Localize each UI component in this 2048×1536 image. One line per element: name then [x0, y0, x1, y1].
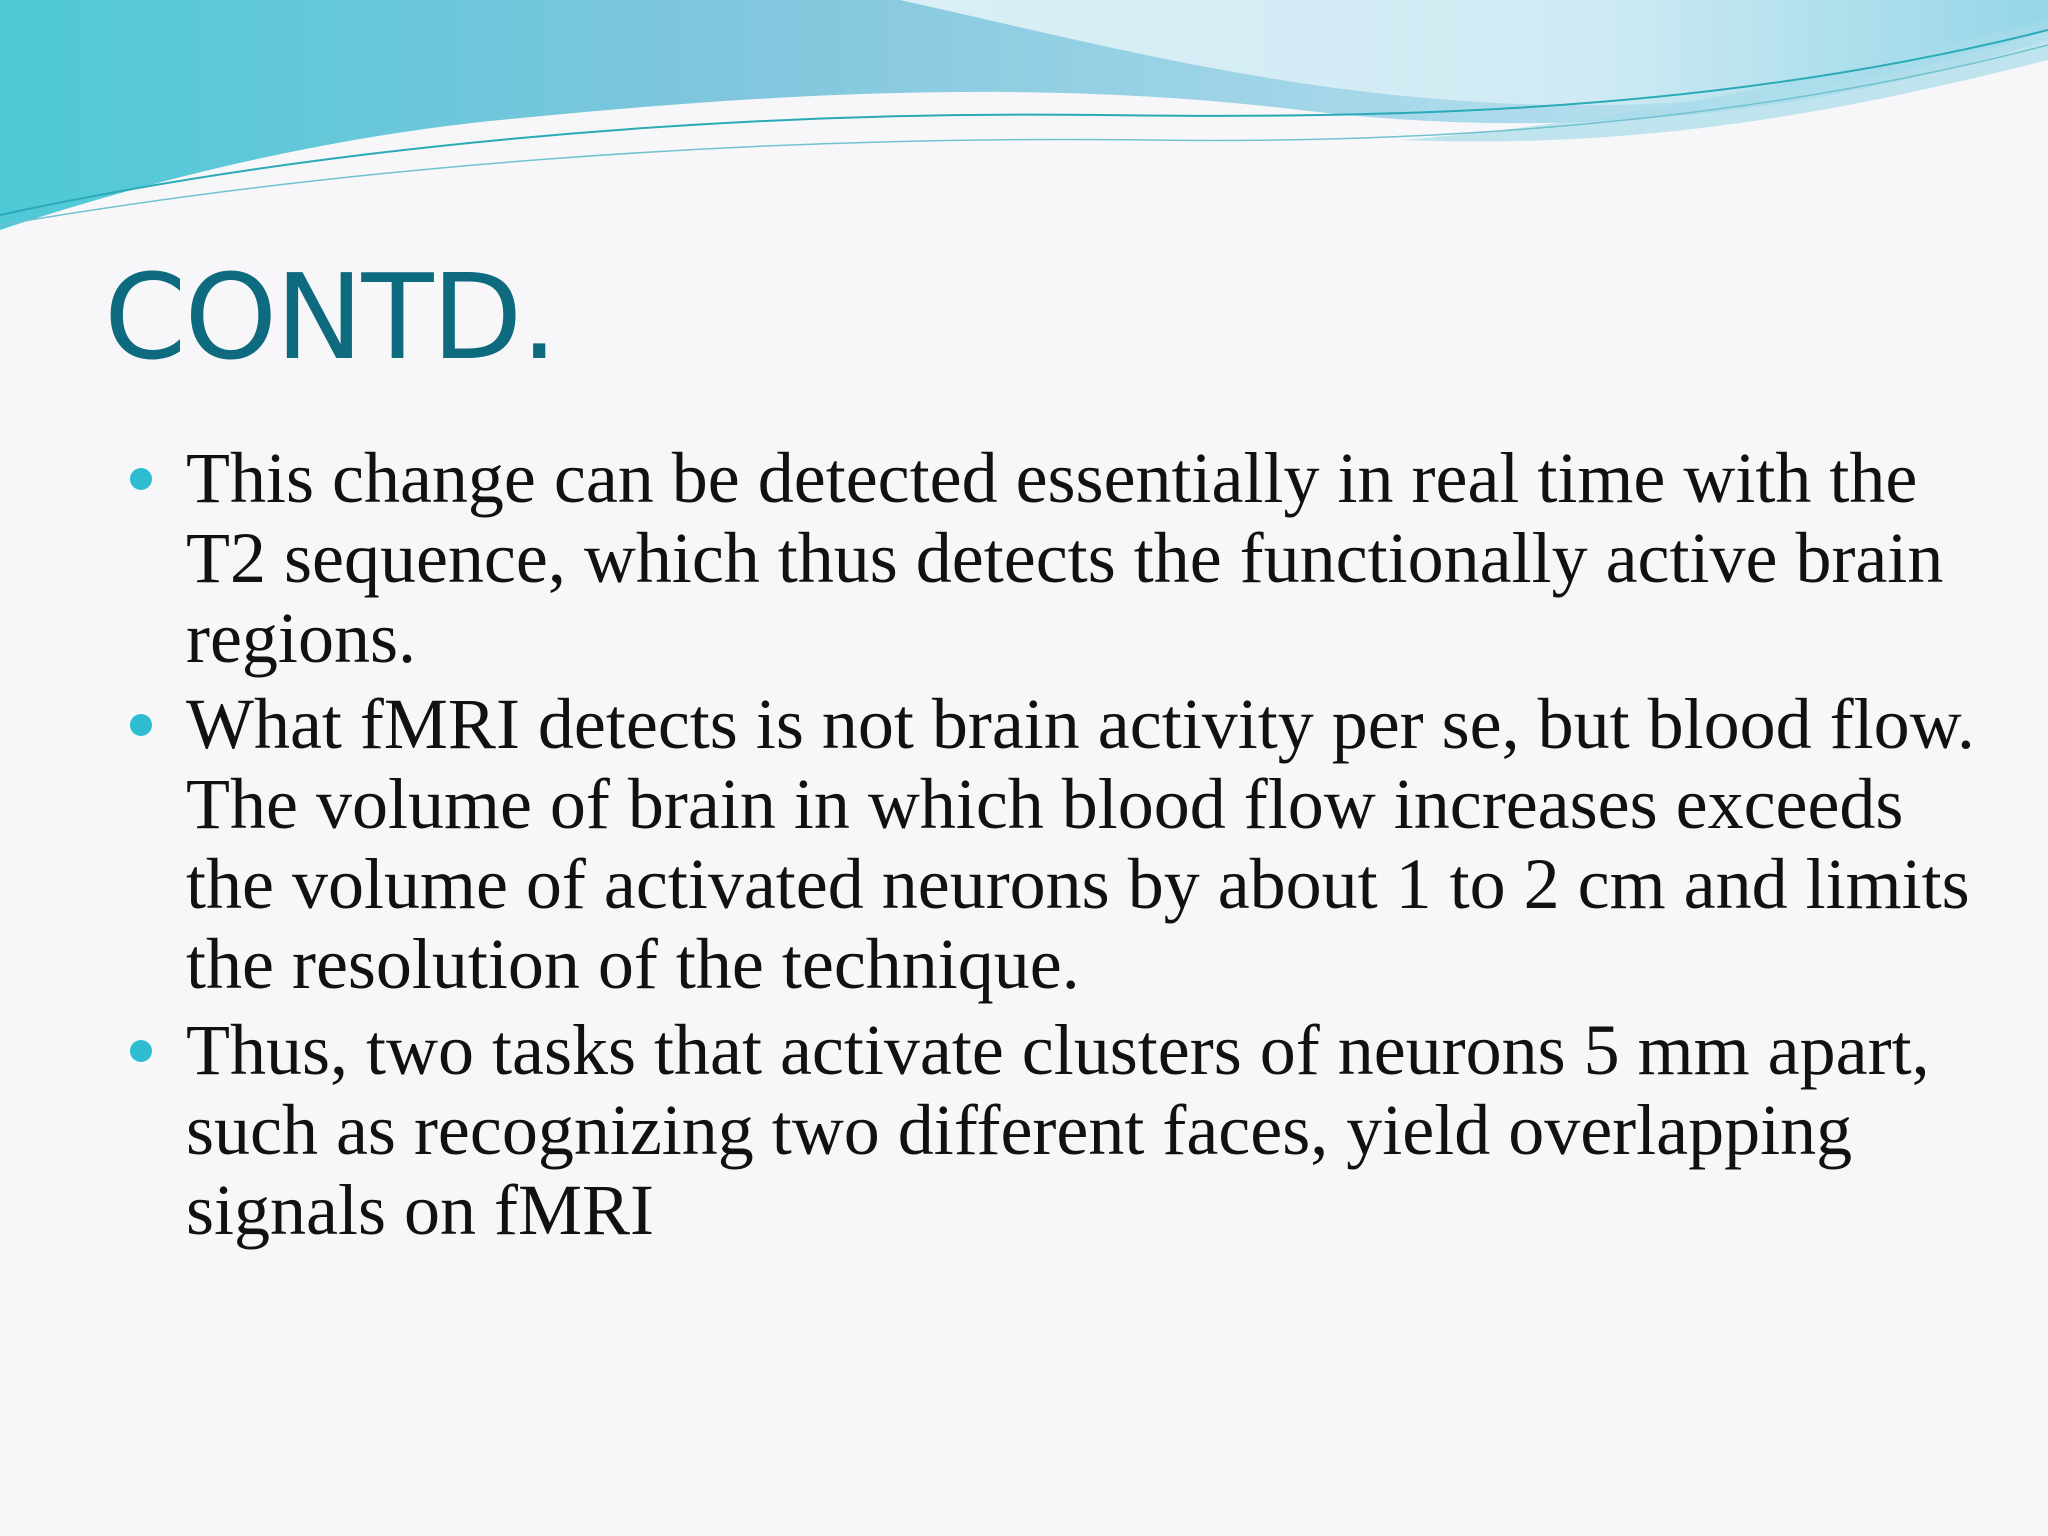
- bullet-item: [128, 438, 2008, 678]
- bullet-list: [128, 438, 2008, 1256]
- slide-title: CONTD.: [104, 248, 556, 386]
- bullet-item: [128, 684, 2008, 1004]
- bullet-item: [128, 1010, 2008, 1250]
- bullet-point-icon: [130, 714, 152, 736]
- header-wave-decoration: [0, 0, 2048, 240]
- bullet-text: This change can be detected essentially in real time with the T2 sequence, which thus detects the functionally active brain regions.: [186, 438, 1944, 678]
- bullet-point-icon: [130, 1040, 152, 1062]
- bullet-text: Thus, two tasks that activate clusters of neurons 5 mm apart, such as recognizing two different faces, yield overlapping signals on fMRI: [186, 1010, 1930, 1250]
- bullet-text: What fMRI detects is not brain activity per se, but blood flow. The volume of brain in which blood flow increases exceeds the volume of activated neurons by about 1 to 2 cm and limits the resolution of the technique.: [186, 684, 1975, 1004]
- bullet-point-icon: [130, 468, 152, 490]
